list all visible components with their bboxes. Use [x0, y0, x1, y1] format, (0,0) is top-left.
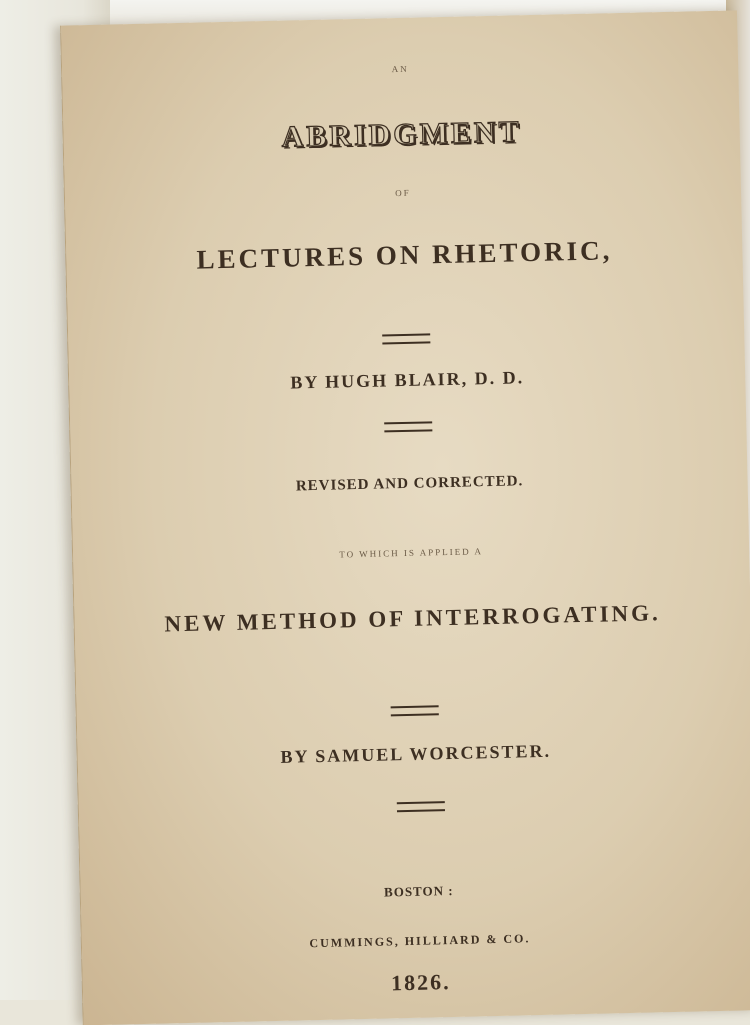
- publisher-line: CUMMINGS, HILLIARD & CO.: [309, 931, 531, 951]
- divider-rule: [384, 421, 432, 432]
- abridgment-heading: ABRIDGMENT: [281, 115, 522, 154]
- author-line: BY HUGH BLAIR, D. D.: [290, 367, 525, 393]
- divider-rule: [382, 333, 430, 344]
- book-title: LECTURES ON RHETORIC,: [196, 235, 613, 275]
- method-line: NEW METHOD OF INTERROGATING.: [164, 600, 662, 637]
- divider-rule: [397, 801, 445, 812]
- revised-line: REVISED AND CORRECTED.: [295, 473, 524, 495]
- word-of: OF: [395, 187, 411, 199]
- word-an: AN: [391, 63, 409, 75]
- year-line: 1826.: [390, 969, 451, 996]
- divider-rule: [391, 705, 439, 716]
- city-line: BOSTON :: [383, 882, 454, 900]
- title-page: [60, 10, 750, 1025]
- editor-line: BY SAMUEL WORCESTER.: [280, 740, 552, 767]
- applied-line: TO WHICH IS APPLIED A: [339, 546, 484, 560]
